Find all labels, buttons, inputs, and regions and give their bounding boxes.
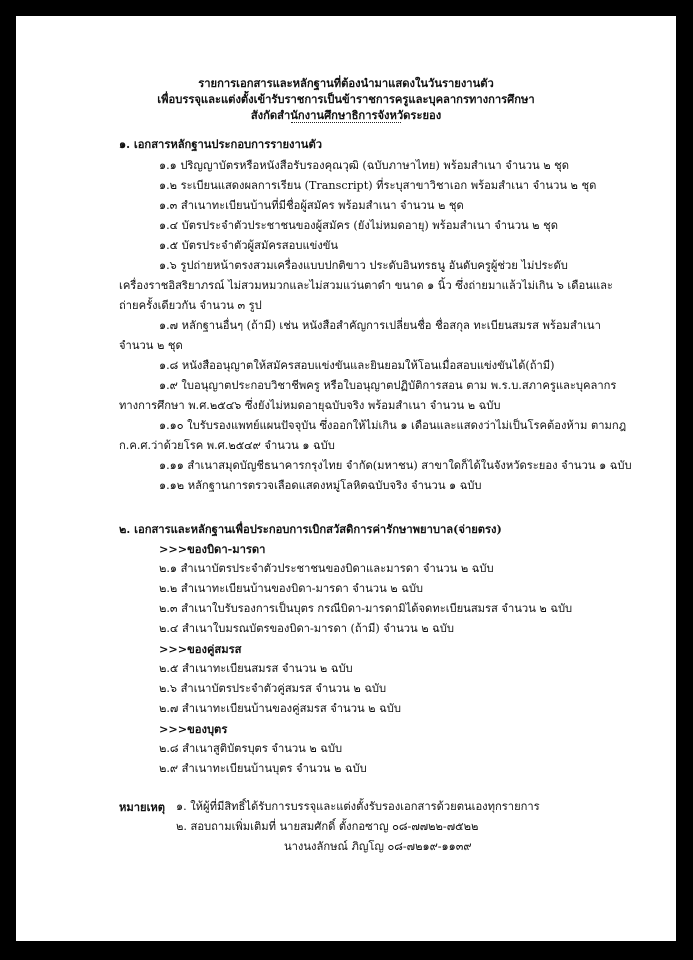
list-item: ๒.๒ สำเนาทะเบียนบ้านของบิดา-มารดา จำนวน ๒ ฉบับ <box>159 582 424 595</box>
note-label: หมายเหตุ <box>119 800 166 814</box>
list-item: ๒.๑ สำเนาบัตรประจำตัวประชาชนของบิดาและมารดา จำนวน ๒ ฉบับ <box>159 562 494 575</box>
list-item: ๒.๘ สำเนาสูติบัตรบุตร จำนวน ๒ ฉบับ <box>159 742 343 755</box>
list-item: ๑.๙ ใบอนุญาตประกอบวิชาชีพครู หรือใบอนุญาตปฏิบัติการสอน ตาม พ.ร.บ.สภาครูและบุคลากร <box>159 379 617 392</box>
list-item: ๑.๑๐ ใบรับรองแพทย์แผนปัจจุบัน ซึ่งออกให้ไม่เกิน ๑ เดือนและแสดงว่าไม่เป็นโรคต้องห้าม ตามกฎ <box>159 419 627 432</box>
header-line-3: สังกัดสำนักงานศึกษาธิการจังหวัดระยอง <box>250 108 442 122</box>
list-item-continued: ก.ค.ศ.ว่าด้วยโรค พ.ศ.๒๕๔๙ จำนวน ๑ ฉบับ <box>119 439 335 452</box>
header-line-1: รายการเอกสารและหลักฐานที่ต้องนำมาแสดงในวันรายงานตัว <box>198 76 494 90</box>
subsection-spouse: >>>ของคู่สมรส <box>159 642 242 656</box>
list-item: ๑.๑๑ สำเนาสมุดบัญชีธนาคารกรุงไทย จำกัด(มหาชน) สาขาใดก็ได้ในจังหวัดระยอง จำนวน ๑ ฉบับ <box>159 459 632 472</box>
list-item: ๒.๕ สำเนาทะเบียนสมรส จำนวน ๒ ฉบับ <box>159 662 353 675</box>
list-item-continued: ถ่ายครั้งเดียวกัน จำนวน ๓ รูป <box>119 299 262 312</box>
note-line-2: ๒. สอบถามเพิ่มเติมที่ นายสมศักดิ์ ตั้งกอซาญ ๐๘-๗๗๒๒-๗๕๒๒ <box>176 820 479 833</box>
list-item: ๑.๗ หลักฐานอื่นๆ (ถ้ามี) เช่น หนังสือสำคัญการเปลี่ยนชื่อ ชื่อสกุล ทะเบียนสมรส พร้อมสำเนา <box>159 319 601 332</box>
divider-dots <box>291 122 401 123</box>
list-item: ๒.๓ สำเนาใบรับรองการเป็นบุตร กรณีบิดา-มารดามิได้จดทะเบียนสมรส จำนวน ๒ ฉบับ <box>159 602 573 615</box>
list-item: ๑.๕ บัตรประจำตัวผู้สมัครสอบแข่งขัน <box>159 239 339 252</box>
list-item: ๑.๘ หนังสืออนุญาตให้สมัครสอบแข่งขันและยินยอมให้โอนเมื่อสอบแข่งขันได้(ถ้ามี) <box>159 359 555 372</box>
list-item: ๑.๑ ปริญญาบัตรหรือหนังสือรับรองคุณวุฒิ (ฉบับภาษาไทย) พร้อมสำเนา จำนวน ๒ ชุด <box>159 159 570 172</box>
list-item: ๑.๖ รูปถ่ายหน้าตรงสวมเครื่องแบบปกติขาว ประดับอินทรธนู อันดับครูผู้ช่วย ไม่ประดับ <box>159 259 568 272</box>
section-1-title: ๑. เอกสารหลักฐานประกอบการรายงานตัว <box>119 137 322 151</box>
header-line-2: เพื่อบรรจุและแต่งตั้งเข้ารับราชการเป็นข้าราชการครูและบุคลากรทางการศึกษา <box>157 92 535 106</box>
list-item-continued: จำนวน ๒ ชุด <box>119 339 183 352</box>
list-item: ๑.๑๒ หลักฐานการตรวจเลือดแสดงหมู่โลหิตฉบับจริง จำนวน ๑ ฉบับ <box>159 479 482 492</box>
list-item: ๒.๔ สำเนาใบมรณบัตรของบิดา-มารดา (ถ้ามี) จำนวน ๒ ฉบับ <box>159 622 454 635</box>
list-item: ๑.๓ สำเนาทะเบียนบ้านที่มีชื่อผู้สมัคร พร้อมสำเนา จำนวน ๒ ชุด <box>159 199 464 212</box>
document-page <box>16 16 676 941</box>
list-item-continued: เครื่องราชอิสริยาภรณ์ ไม่สวมหมวกและไม่สวมแว่นตาดำ ขนาด ๑ นิ้ว ซึ่งถ่ายมาแล้วไม่เกิน ๖ เดือนและ <box>119 279 613 292</box>
subsection-parents: >>>ของบิดา-มารดา <box>159 542 266 556</box>
list-item: ๑.๒ ระเบียนแสดงผลการเรียน (Transcript) ที่ระบุสาขาวิชาเอก พร้อมสำเนา จำนวน ๒ ชุด <box>159 179 597 192</box>
subsection-children: >>>ของบุตร <box>159 722 228 736</box>
list-item-continued: ทางการศึกษา พ.ศ.๒๕๔๖ ซึ่งยังไม่หมดอายุฉบับจริง พร้อมสำเนา จำนวน ๒ ฉบับ <box>119 399 501 412</box>
note-line-1: ๑. ให้ผู้ที่มีสิทธิ์ได้รับการบรรจุและแต่งตั้งรับรองเอกสารด้วยตนเองทุกรายการ <box>176 800 540 813</box>
list-item: ๒.๙ สำเนาทะเบียนบ้านบุตร จำนวน ๒ ฉบับ <box>159 762 367 775</box>
list-item: ๑.๔ บัตรประจำตัวประชาชนของผู้สมัคร (ยังไม่หมดอายุ) พร้อมสำเนา จำนวน ๒ ชุด <box>159 219 558 232</box>
list-item: ๒.๗ สำเนาทะเบียนบ้านของคู่สมรส จำนวน ๒ ฉบับ <box>159 702 401 715</box>
list-item: ๒.๖ สำเนาบัตรประจำตัวคู่สมรส จำนวน ๒ ฉบับ <box>159 682 387 695</box>
note-line-3: นางนงลักษณ์ ภิญโญ ๐๘-๗๒๑๙-๑๑๓๙ <box>284 840 472 853</box>
section-2-title: ๒. เอกสารและหลักฐานเพื่อประกอบการเบิกสวัสดิการค่ารักษาพยาบาล(จ่ายตรง) <box>119 522 502 536</box>
